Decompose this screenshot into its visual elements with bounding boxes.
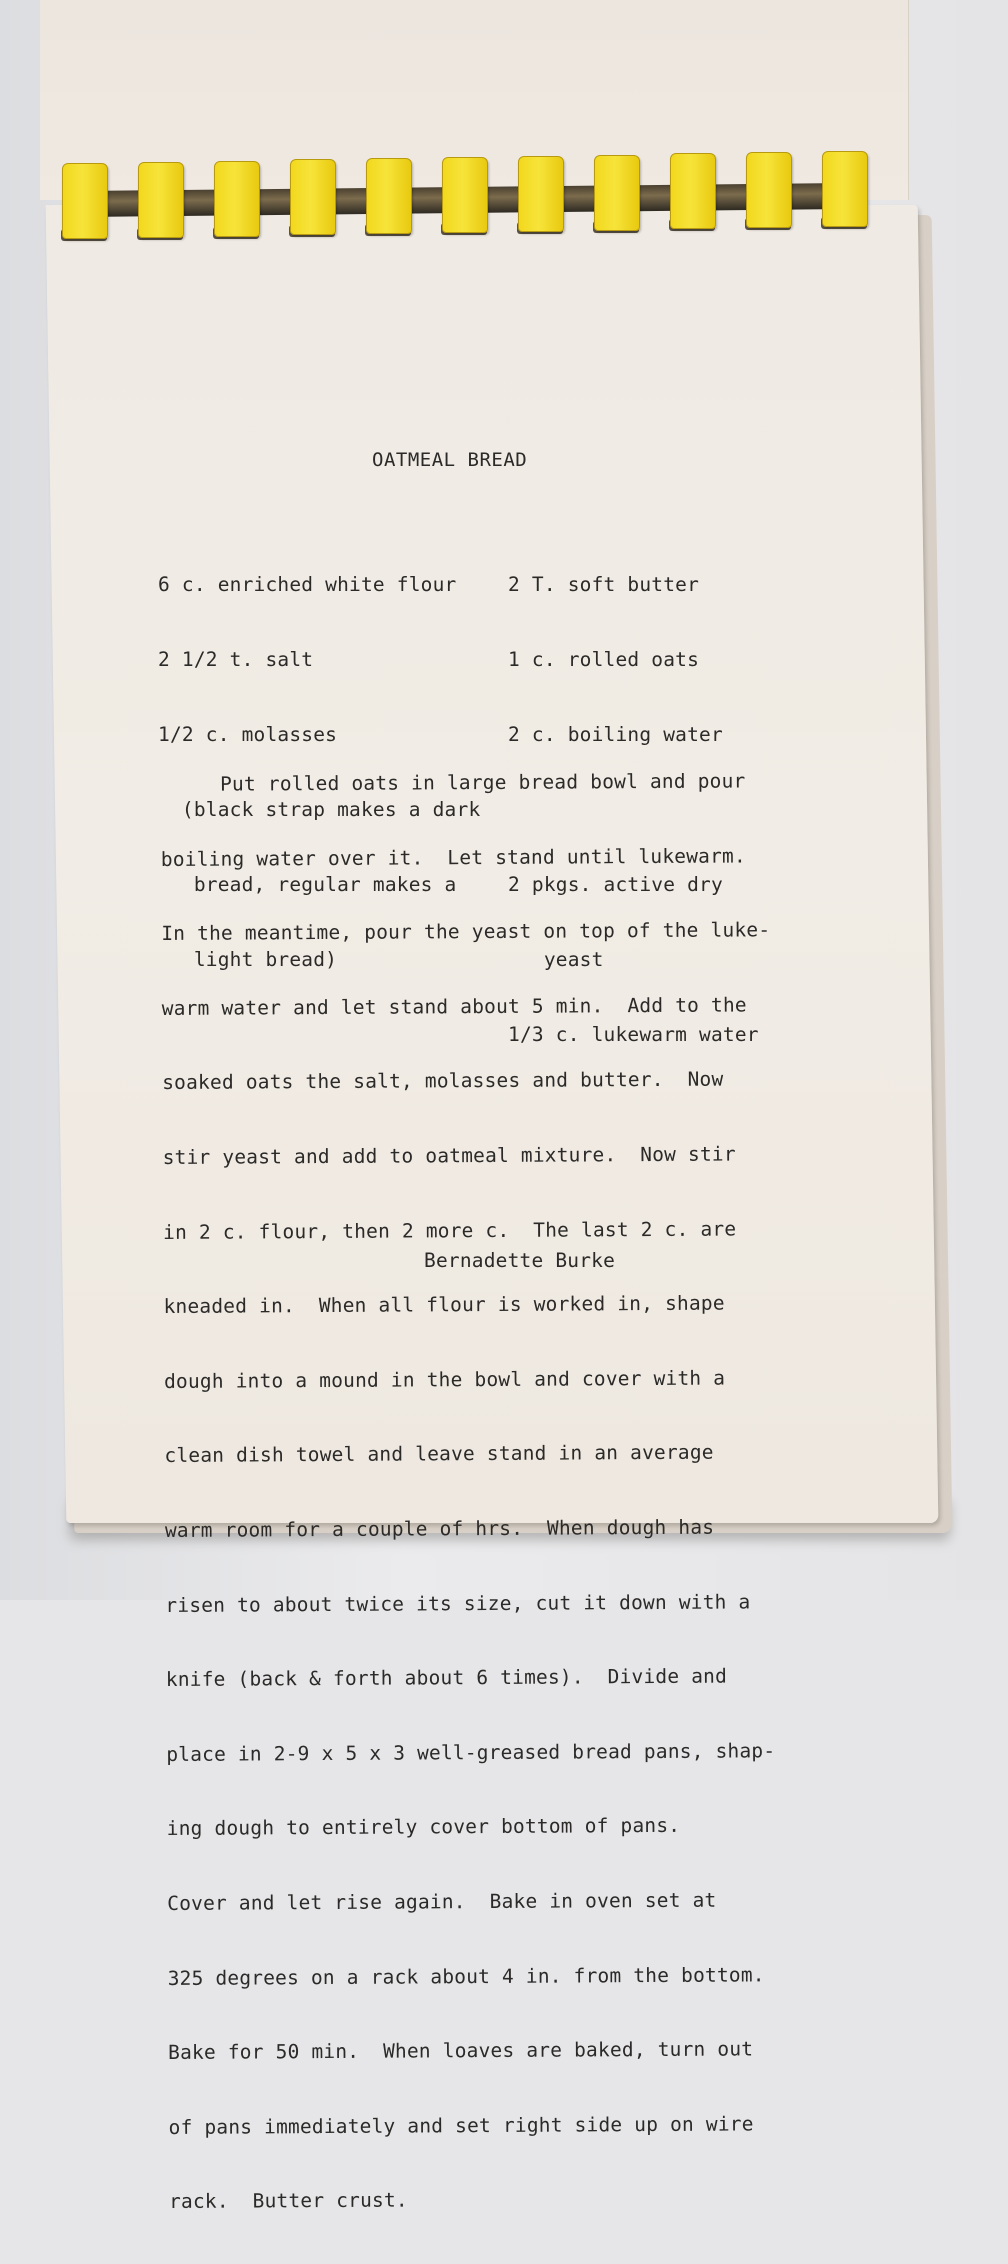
binding-ring (62, 163, 108, 239)
ingredient-line: 2 T. soft butter (508, 573, 700, 596)
ingredient-note: (black strap makes a dark (158, 798, 481, 821)
directions-line: stir yeast and add to oatmeal mixture. Now stir (162, 1142, 736, 1169)
directions-line: warm room for a couple of hrs. When dough has (164, 1515, 715, 1542)
directions-line: boiling water over it. Let stand until lukewarm. (160, 844, 746, 871)
binding-ring (442, 157, 488, 233)
ingredient-line: 1 c. rolled oats (508, 648, 700, 671)
binding-ring (518, 156, 564, 232)
binding-ring (822, 151, 868, 227)
directions-line: In the meantime, pour the yeast on top of the luke- (161, 918, 771, 946)
directions-line: clean dish towel and leave stand in an average (164, 1440, 714, 1468)
directions-line: Bake for 50 min. When loaves are baked, turn out (168, 2037, 754, 2065)
recipe-title: OATMEAL BREAD (372, 449, 528, 471)
directions-line: Put rolled oats in large bread bowl and pour (160, 769, 746, 796)
directions-line: place in 2-9 x 5 x 3 well-greased bread pans, shap- (166, 1738, 776, 1766)
ingredient-line: 1/3 c. lukewarm water (508, 1023, 759, 1046)
binding-ring (138, 162, 184, 238)
ingredient-note: bread, regular makes a (158, 873, 457, 896)
ingredient-line: 2 c. boiling water (508, 723, 723, 746)
recipe-author: Bernadette Burke (424, 1249, 616, 1272)
directions-line: risen to about twice its size, cut it down with a (165, 1589, 751, 1617)
directions-line: ing dough to entirely cover bottom of pans. (166, 1814, 681, 1841)
binding-ring (366, 158, 412, 234)
binding-ring (746, 152, 792, 228)
directions-line: knife (back & forth about 6 times). Divide and (165, 1664, 728, 1692)
binding-ring (670, 153, 716, 229)
ingredient-note: light bread) (158, 948, 338, 971)
ingredient-line: yeast (508, 948, 604, 971)
directions-line: dough into a mound in the bowl and cover with a (163, 1366, 726, 1393)
directions-line: rack. Butter crust. (168, 2188, 408, 2214)
directions-line: kneaded in. When all flour is worked in, shape (163, 1291, 725, 1319)
directions-line: 325 degrees on a rack about 4 in. from the bottom. (167, 1962, 765, 1990)
binding-ring (290, 159, 336, 235)
directions-line: Cover and let rise again. Bake in oven set at (167, 1888, 717, 1915)
directions-paragraph (160, 718, 778, 2264)
ingredient-line: 1/2 c. molasses (158, 723, 338, 746)
binding-ring (214, 161, 260, 237)
directions-line: warm water and let stand about 5 min. Add to the (161, 993, 747, 1020)
ingredient-line: 2 pkgs. active dry (508, 873, 723, 896)
directions-line: of pans immediately and set right side up on wire (168, 2112, 754, 2139)
binding-ring (594, 155, 640, 231)
directions-line: soaked oats the salt, molasses and butter. Now (162, 1067, 724, 1095)
ingredient-line: 6 c. enriched white flour (158, 573, 457, 596)
ingredient-line: 2 1/2 t. salt (158, 648, 314, 671)
directions-line: in 2 c. flour, then 2 more c. The last 2 c. are (163, 1217, 737, 1244)
